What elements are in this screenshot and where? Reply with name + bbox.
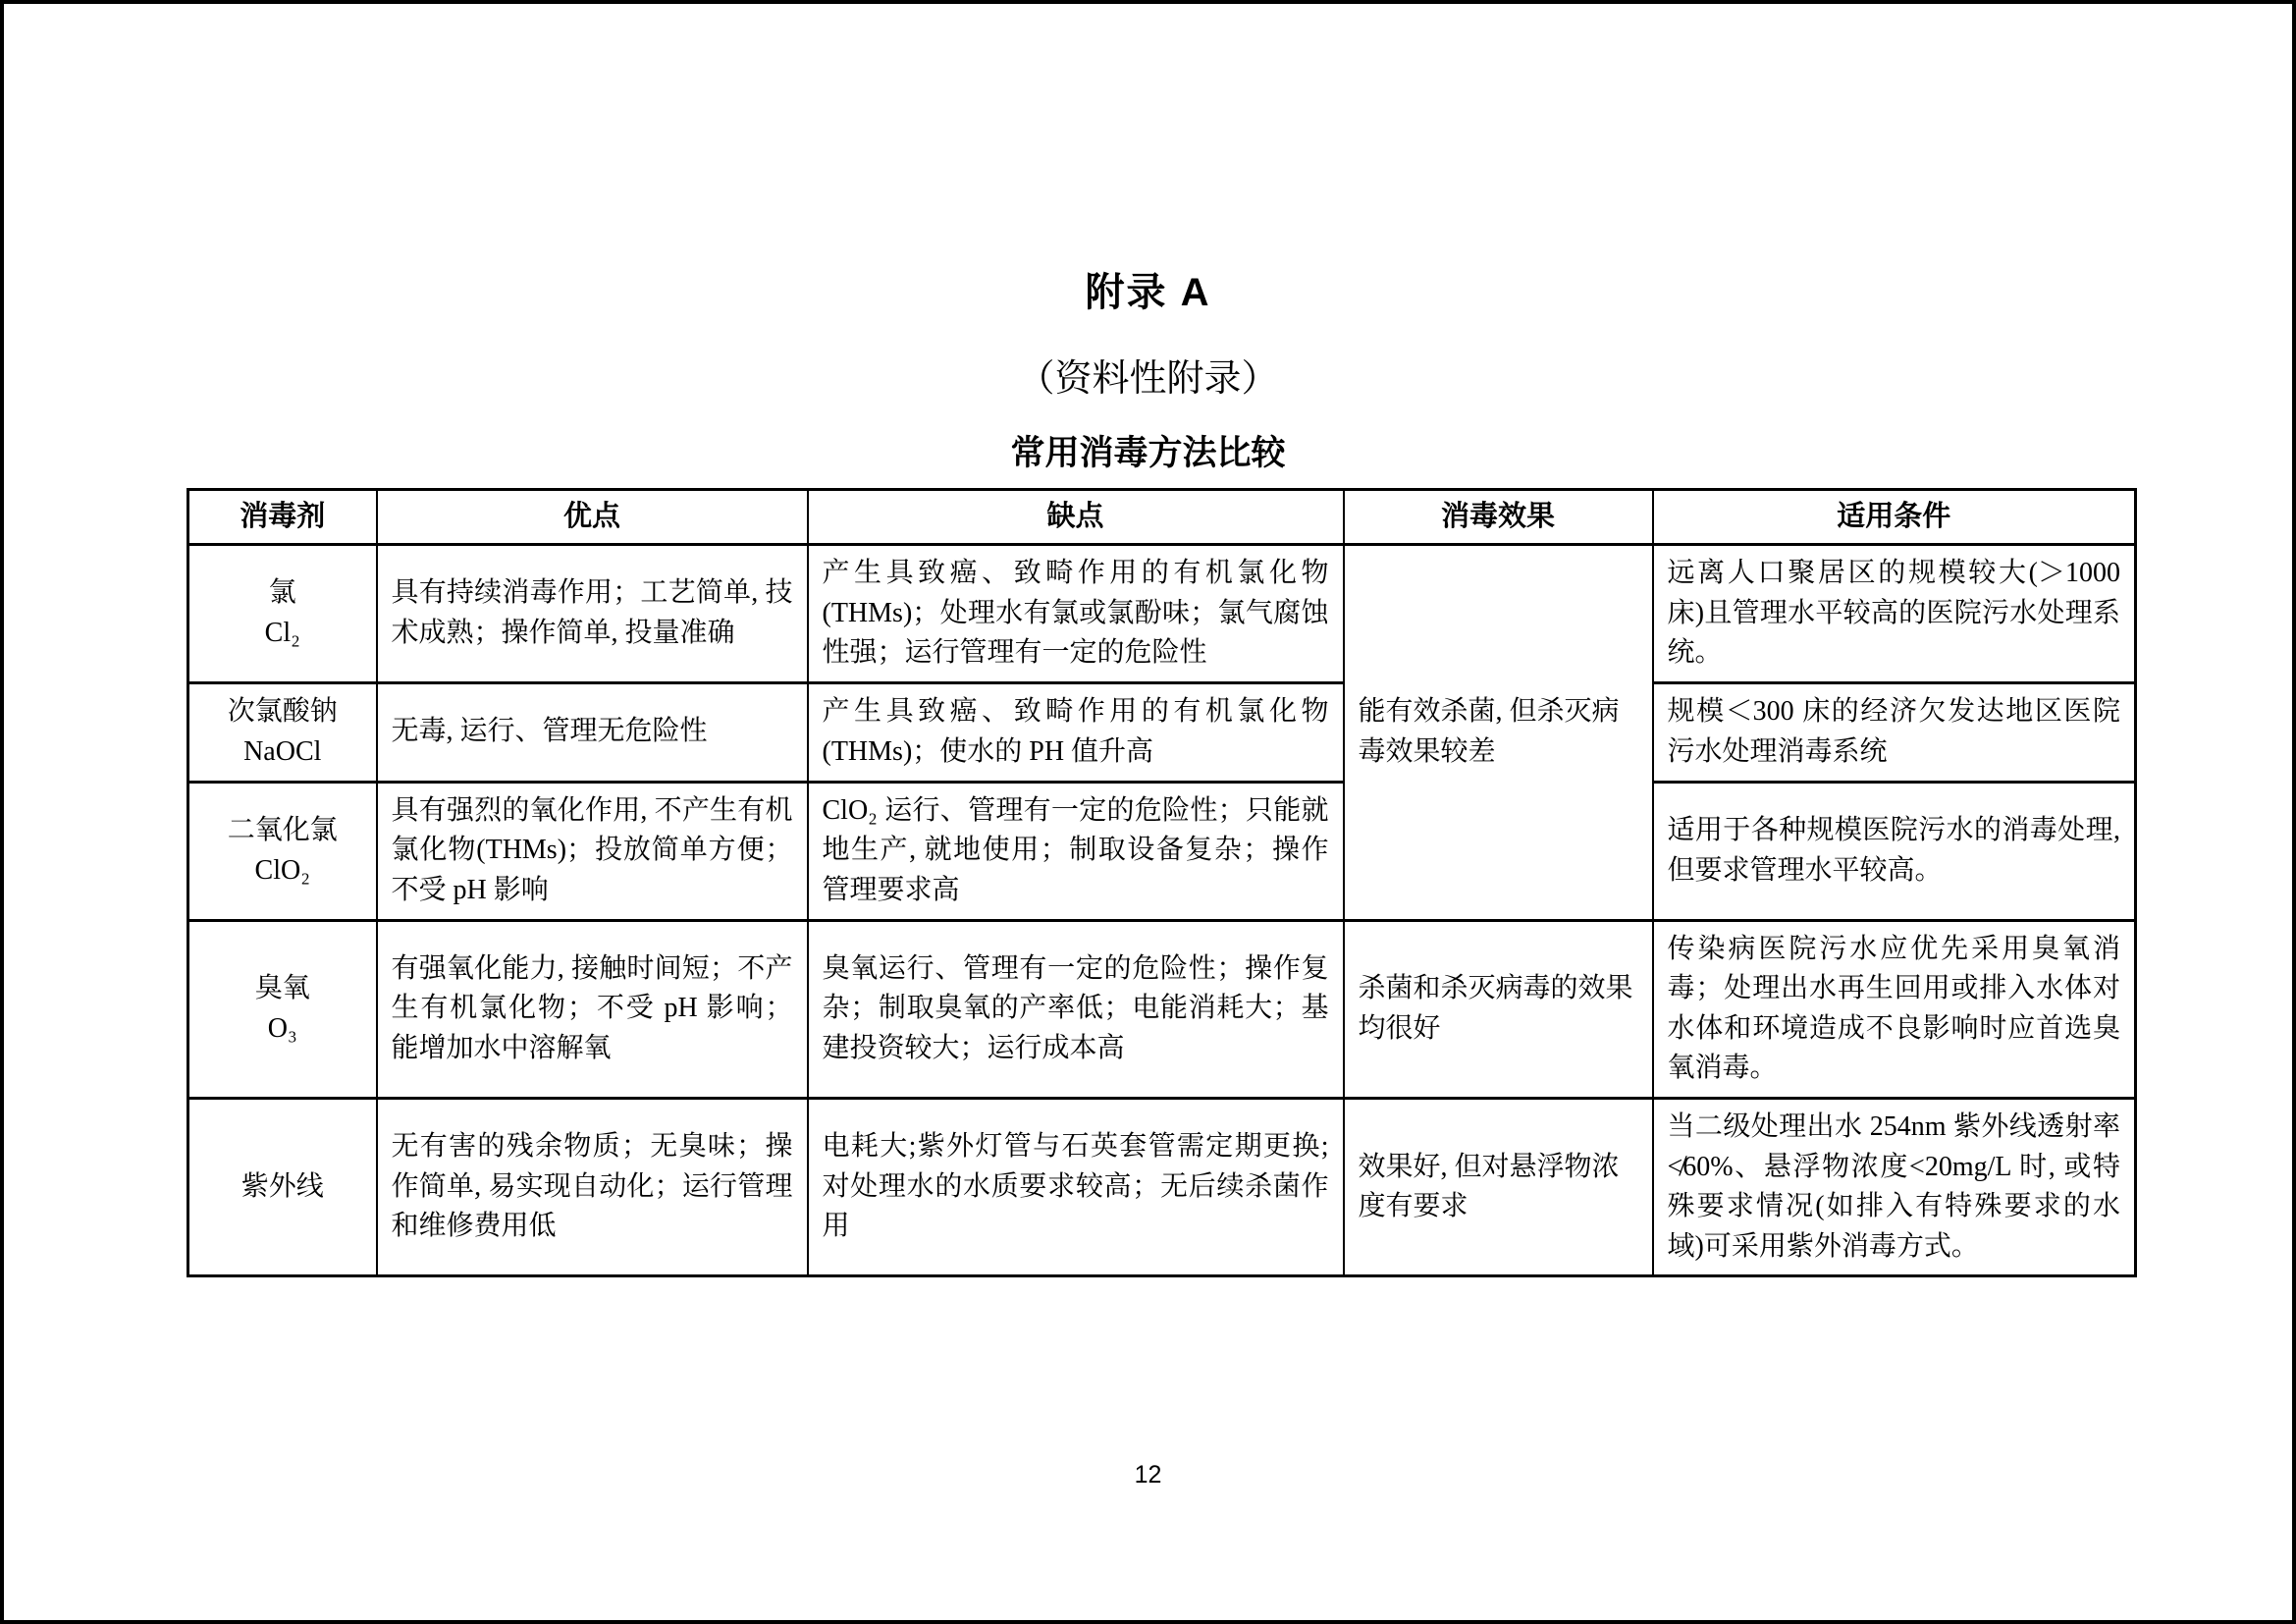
disinfectant-name: 紫外线: [240, 1170, 324, 1202]
disinfectant-cell: [188, 1098, 377, 1275]
effect-cell: 杀菌和杀灭病毒的效果均很好: [1344, 920, 1653, 1098]
appendix-title: 附录 A: [1085, 271, 1211, 314]
conditions-cell: 传染病医院污水应优先采用臭氧消毒；处理出水再生回用或排入水体对水体和环境造成不良影响时应首选臭氧消毒。: [1653, 920, 2136, 1098]
advantages-cell: 无有害的残余物质；无臭味；操作简单, 易实现自动化；运行管理和维修费用低: [377, 1098, 808, 1275]
table-row: [188, 1098, 2136, 1275]
advantages-cell: 无毒, 运行、管理无危险性: [377, 682, 808, 782]
disinfectant-formula: Cl₂: [264, 617, 300, 648]
disinfectant-cell: [188, 782, 377, 920]
table-header-row: [188, 490, 2136, 545]
disinfectant-cell: [188, 920, 377, 1098]
disinfectant-formula: O₃: [267, 1012, 297, 1044]
effect-cell: 效果好, 但对悬浮物浓度有要求: [1344, 1098, 1653, 1275]
conditions-cell: 当二级处理出水 254nm 紫外线透射率≮60%、悬浮物浓度<20mg/L 时, 或特殊要求情况(如排入有特殊要求的水域)可采用紫外消毒方式。: [1653, 1098, 2136, 1275]
table-row: [188, 782, 2136, 920]
table-row: [188, 682, 2136, 782]
effect-cell-merged: 能有效杀菌, 但杀灭病毒效果较差: [1344, 545, 1653, 921]
advantages-cell: 具有强烈的氧化作用, 不产生有机氯化物(THMs)；投放简单方便；不受 pH 影响: [377, 782, 808, 920]
disadvantages-cell: 产生具致癌、致畸作用的有机氯化物(THMs)；使水的 PH 值升高: [808, 682, 1344, 782]
disadvantages-cell: ClO₂ 运行、管理有一定的危险性；只能就地生产, 就地使用；制取设备复杂；操作管理要求高: [808, 782, 1344, 920]
header-conditions: 适用条件: [1653, 490, 2136, 545]
disadvantages-cell: 产生具致癌、致畸作用的有机氯化物(THMs)；处理水有氯或氯酚味；氯气腐蚀性强；运行管理有一定的危险性: [808, 545, 1344, 683]
table-row: [188, 545, 2136, 683]
advantages-cell: 具有持续消毒作用；工艺简单, 技术成熟；操作简单, 投量准确: [377, 545, 808, 683]
appendix-subtitle: （资料性附录）: [1017, 358, 1279, 400]
disinfectant-name: 臭氧: [254, 973, 310, 1004]
advantages-cell: 有强氧化能力, 接触时间短；不产生有机氯化物；不受 pH 影响；能增加水中溶解氧: [377, 920, 808, 1098]
disadvantages-cell: 臭氧运行、管理有一定的危险性；操作复杂；制取臭氧的产率低；电能消耗大；基建投资较大；运行成本高: [808, 920, 1344, 1098]
disinfectant-cell: [188, 545, 377, 683]
header-effect: 消毒效果: [1344, 490, 1653, 545]
disinfectant-cell: [188, 682, 377, 782]
disadvantages-cell: 电耗大;紫外灯管与石英套管需定期更换;对处理水的水质要求较高；无后续杀菌作用: [808, 1098, 1344, 1275]
table-title: 常用消毒方法比较: [1010, 434, 1286, 472]
disinfectant-name: 次氯酸钠: [227, 696, 338, 728]
comparison-table-container: [187, 488, 2137, 1277]
table-row: [188, 920, 2136, 1098]
conditions-cell: 适用于各种规模医院污水的消毒处理, 但要求管理水平较高。: [1653, 782, 2136, 920]
disinfectant-name: 二氧化氯: [227, 815, 338, 846]
page-number: 12: [1134, 1461, 1162, 1489]
disinfection-comparison-table: [187, 488, 2137, 1277]
header-disinfectant: 消毒剂: [188, 490, 377, 545]
disinfectant-name: 氯: [268, 577, 296, 609]
conditions-cell: 远离人口聚居区的规模较大(＞1000 床)且管理水平较高的医院污水处理系统。: [1653, 545, 2136, 683]
disinfectant-formula: NaOCl: [243, 735, 322, 767]
header-advantages: 优点: [377, 490, 808, 545]
header-disadvantages: 缺点: [808, 490, 1344, 545]
conditions-cell: 规模＜300 床的经济欠发达地区医院污水处理消毒系统: [1653, 682, 2136, 782]
disinfectant-formula: ClO₂: [254, 854, 310, 886]
